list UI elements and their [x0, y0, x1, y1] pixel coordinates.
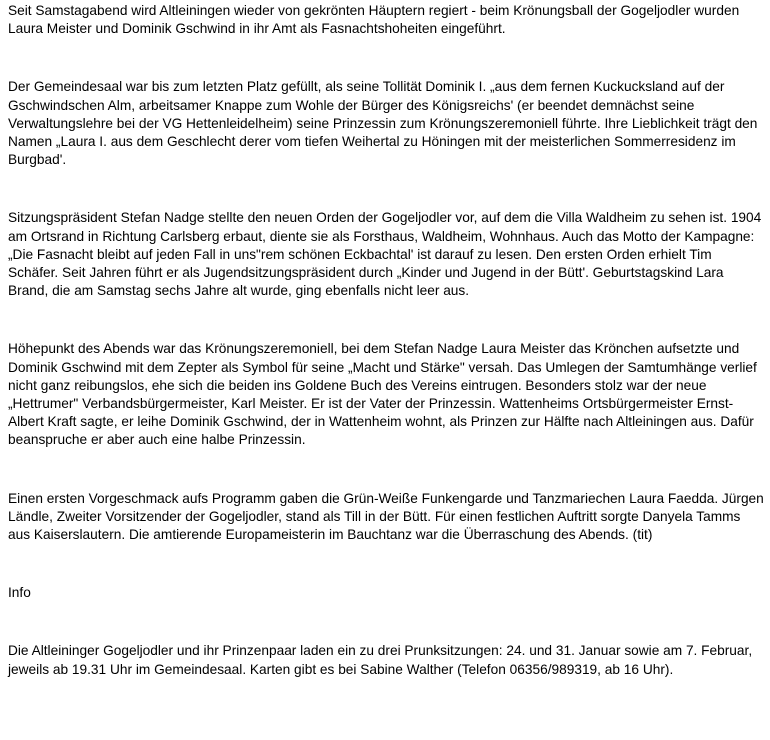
paragraph-highlight: Höhepunkt des Abends war das Krönungszeremoniell, bei dem Stefan Nadge Laura Meister das Krönchen aufsetzte und Dominik Gschwind mit dem Zepter als Symbol für seine „Macht und Stärke" versah. Das Umlegen der Samtumhänge verlief nicht ganz reibungslos, ehe sich die beiden ins Goldene Buch des Vereins eintrugen. Besonders stolz war der neue „Hettrumer" Verbandsbürgermeister, Karl Meister. Er ist der Vater der Prinzessin. Wattenheims Ortsbürgermeister Ernst-Albert Kraft sagte, er leihe Dominik Gschwind, der in Wattenheim wohnt, als Prinzen zur Hälfte nach Altleiningen aus. Dafür beanspruche er aber auch eine halbe Prinzessin.: [8, 341, 757, 448]
paragraph-program: Einen ersten Vorgeschmack aufs Programm gaben die Grün-Weiße Funkengarde und Tanzmariechen Laura Faedda. Jürgen Ländle, Zweiter Vorsitzender der Gogeljodler, stand als Till in der Bütt. Für einen festlichen Auftritt sorgte Danyela Tamms aus Kaiserslautern. Die amtierende Europameisterin im Bauchtanz war die Überraschung des Abends. (tit): [8, 490, 764, 543]
paragraph-info: Die Altleininger Gogeljodler und ihr Prinzenpaar laden ein zu drei Prunksitzungen: 24. und 31. Januar sowie am 7. Februar, jeweils ab 19.31 Uhr im Gemeindesaal. Karten gibt es bei Sabine Walther (Telefon 06356/989319, ab 16 Uhr).: [8, 643, 753, 677]
article-body: [8, 2, 764, 679]
paragraph-order: Sitzungspräsident Stefan Nadge stellte den neuen Orden der Gogeljodler vor, auf dem die Villa Waldheim zu sehen ist. 1904 am Ortsrand in Richtung Carlsberg erbaut, diente sie als Forsthaus, Waldheim, Wohnhaus. Auch das Motto der Kampagne: „Die Fasnacht bleibt auf jeden Fall in uns"rem schönen Eckbachtal' ist darauf zu lesen. Den ersten Orden erhielt Tim Schäfer. Seit Jahren führt er als Jugendsitzungspräsident durch „Kinder und Jugend in der Bütt'. Geburtstagskind Lara Brand, die am Samstag sechs Jahre alt wurde, ging ebenfalls nicht leer aus.: [8, 210, 762, 299]
paragraph-intro: Seit Samstagabend wird Altleiningen wieder von gekrönten Häuptern regiert - beim Krönungsball der Gogeljodler wurden Laura Meister und Dominik Gschwind in ihr Amt als Fasnachtshoheiten eingeführt.: [8, 3, 740, 37]
info-heading: Info: [8, 585, 31, 601]
paragraph-coronation-guests: Der Gemeindesaal war bis zum letzten Platz gefüllt, als seine Tollität Dominik I. „aus dem fernen Kuckucksland auf der Gschwindschen Alm, arbeitsamer Knappe zum Wohle der Bürger des Königsreichs' (er beendet demnächst seine Verwaltungslehre bei der VG Hettenleidelheim) seine Prinzessin zum Krönungszeremoniell führte. Ihre Lieblichkeit trägt den Namen „Laura I. aus dem Geschlecht derer vom tiefen Weihertal zu Höningen mit der meisterlichen Sommerresidenz im Burgbad'.: [8, 79, 758, 168]
